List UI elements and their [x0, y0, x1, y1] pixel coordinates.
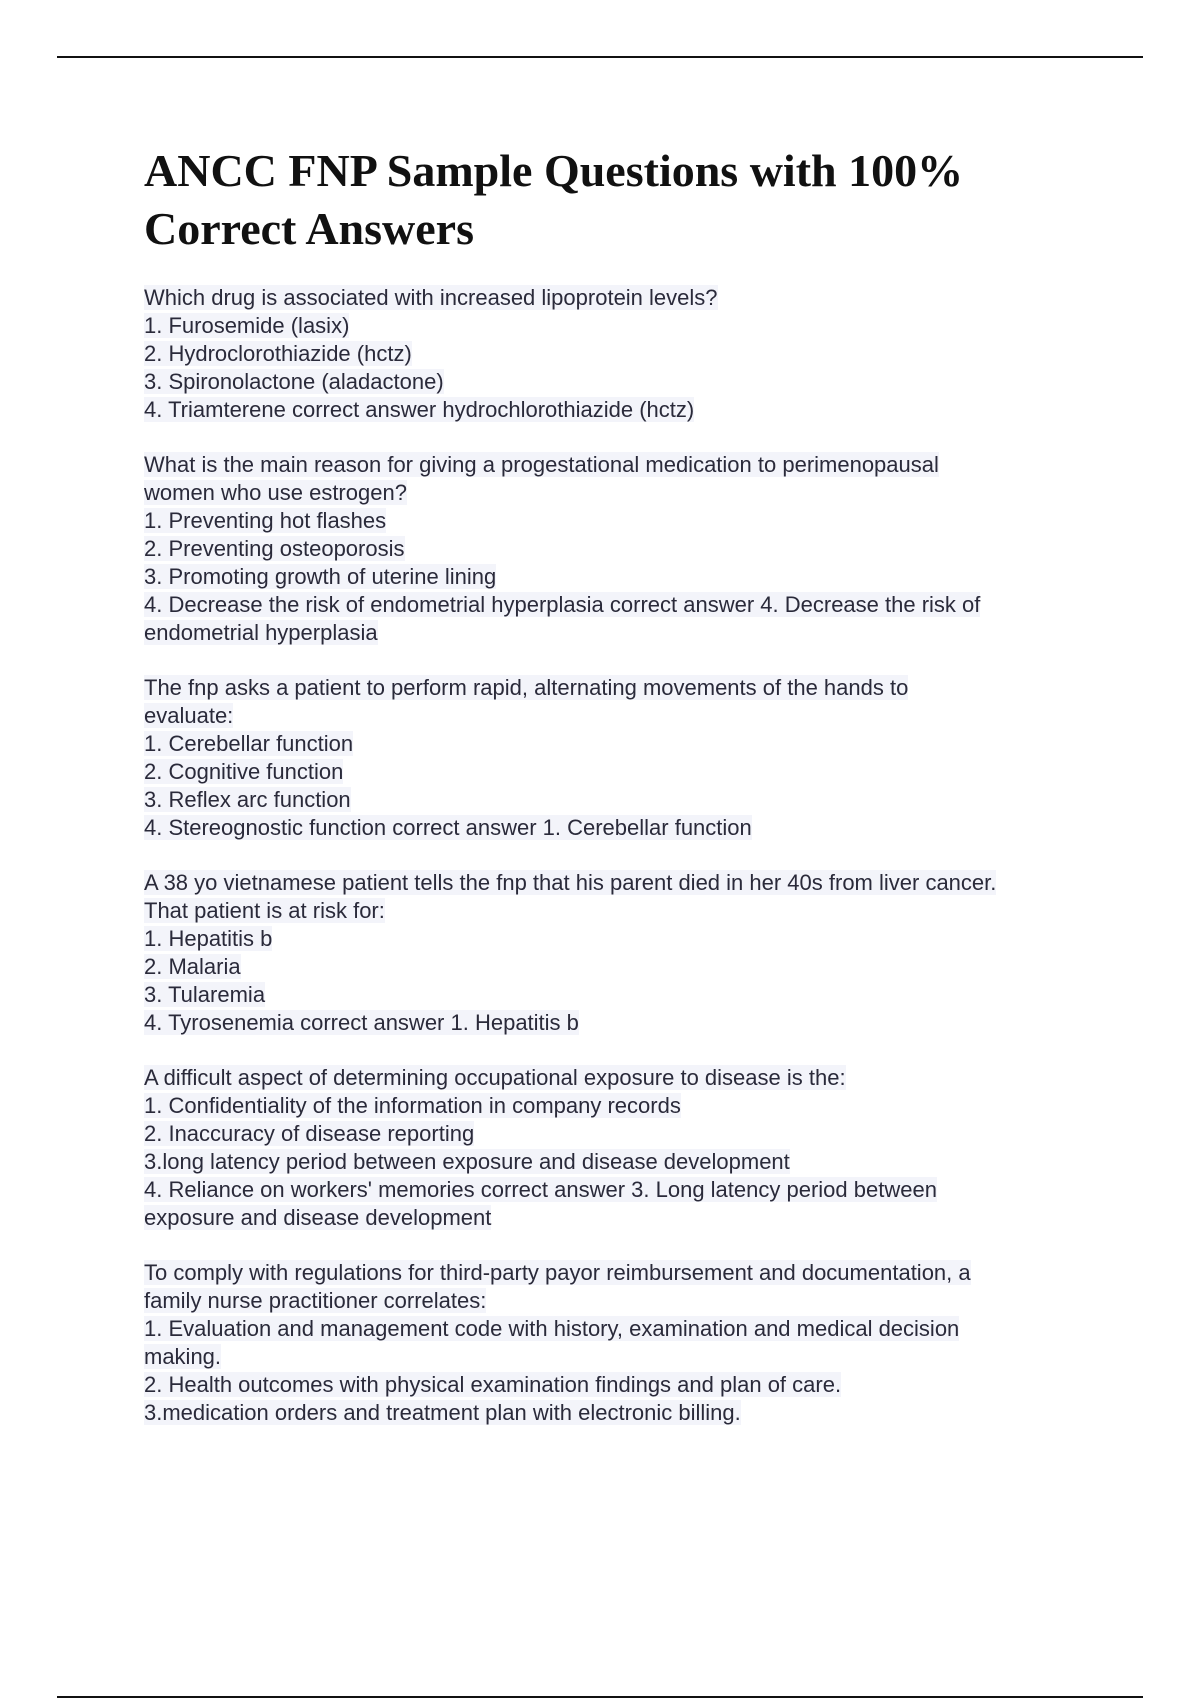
question-text: What is the main reason for giving a progestational medication to perimenopausal	[144, 452, 939, 477]
answer-option: 3.medication orders and treatment plan with electronic billing.	[144, 1400, 741, 1425]
answer-option: 2. Hydroclorothiazide (hctz)	[144, 341, 412, 366]
answer-option: 2. Malaria	[144, 954, 241, 979]
answer-option-with-correct-answer: 4. Reliance on workers' memories correct answer 3. Long latency period between	[144, 1177, 937, 1202]
question-text: Which drug is associated with increased lipoprotein levels?	[144, 285, 718, 310]
question-text: family nurse practitioner correlates:	[144, 1288, 487, 1313]
answer-option-with-correct-answer: 4. Triamterene correct answer hydrochlorothiazide (hctz)	[144, 397, 695, 422]
answer-option: 3. Tularemia	[144, 982, 266, 1007]
question-text: A 38 yo vietnamese patient tells the fnp that his parent died in her 40s from liver cancer.	[144, 870, 997, 895]
question-block	[144, 284, 1104, 424]
question-block	[144, 674, 1104, 842]
question-text: That patient is at risk for:	[144, 898, 385, 923]
correct-answer-text: endometrial hyperplasia	[144, 620, 378, 645]
answer-option: 3. Spironolactone (aladactone)	[144, 369, 444, 394]
answer-option: 2. Inaccuracy of disease reporting	[144, 1121, 475, 1146]
question-text: To comply with regulations for third-party payor reimbursement and documentation, a	[144, 1260, 971, 1285]
answer-option: 3. Promoting growth of uterine lining	[144, 564, 497, 589]
question-block	[144, 1064, 1104, 1232]
question-block	[144, 869, 1104, 1037]
answer-option: 1. Confidentiality of the information in company records	[144, 1093, 681, 1118]
answer-option: making.	[144, 1344, 222, 1369]
question-text: The fnp asks a patient to perform rapid, alternating movements of the hands to	[144, 675, 909, 700]
answer-option-with-correct-answer: 4. Decrease the risk of endometrial hyperplasia correct answer 4. Decrease the risk of	[144, 592, 981, 617]
question-text: women who use estrogen?	[144, 480, 407, 505]
answer-option: 3. Reflex arc function	[144, 787, 351, 812]
answer-option: 2. Preventing osteoporosis	[144, 536, 405, 561]
answer-option: 1. Evaluation and management code with history, examination and medical decision	[144, 1316, 960, 1341]
question-text: A difficult aspect of determining occupational exposure to disease is the:	[144, 1065, 846, 1090]
correct-answer-text: exposure and disease development	[144, 1205, 492, 1230]
question-text: evaluate:	[144, 703, 234, 728]
question-block	[144, 451, 1104, 647]
title-line-2: Correct Answers	[144, 203, 474, 254]
answer-option: 1. Furosemide (lasix)	[144, 313, 350, 338]
questions-list	[144, 284, 1104, 1454]
question-block	[144, 1259, 1104, 1427]
answer-option: 3.long latency period between exposure and disease development	[144, 1149, 790, 1174]
answer-option: 2. Cognitive function	[144, 759, 344, 784]
bottom-rule	[57, 1696, 1143, 1698]
answer-option: 1. Cerebellar function	[144, 731, 354, 756]
page-title	[144, 142, 1104, 258]
answer-option: 1. Preventing hot flashes	[144, 508, 387, 533]
top-rule	[57, 56, 1143, 58]
answer-option-with-correct-answer: 4. Stereognostic function correct answer 1. Cerebellar function	[144, 815, 752, 840]
answer-option: 1. Hepatitis b	[144, 926, 273, 951]
title-line-1: ANCC FNP Sample Questions with 100%	[144, 145, 964, 196]
answer-option: 2. Health outcomes with physical examination findings and plan of care.	[144, 1372, 842, 1397]
answer-option-with-correct-answer: 4. Tyrosenemia correct answer 1. Hepatitis b	[144, 1010, 579, 1035]
